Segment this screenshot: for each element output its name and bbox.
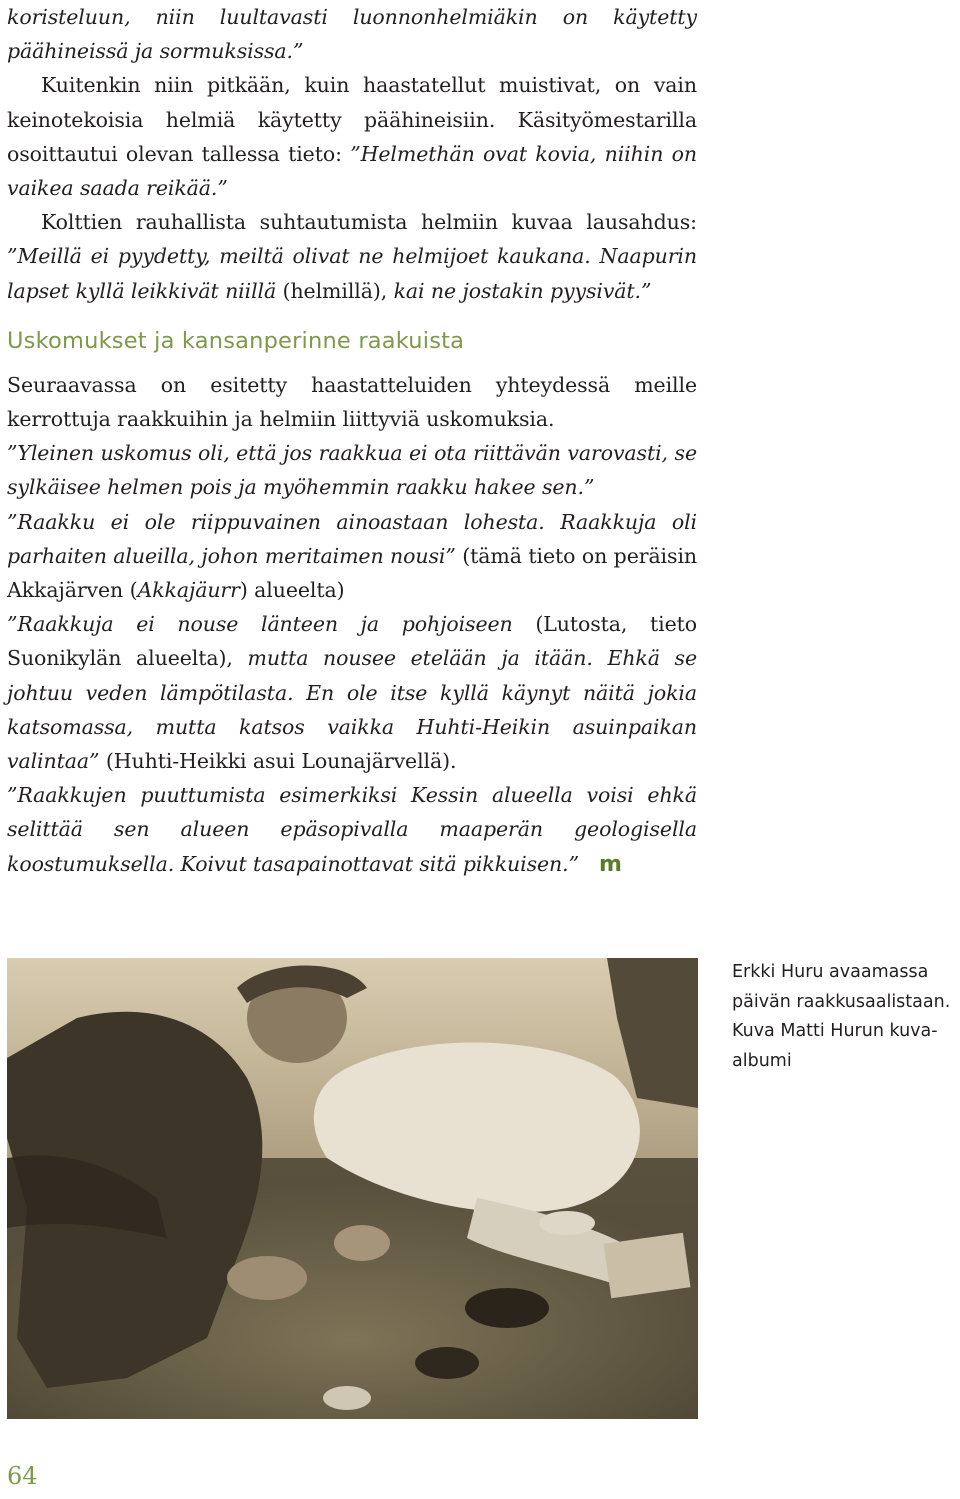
sepia-photograph [7,958,698,1419]
belief-quote-4 [7,778,697,882]
section-intro: Seuraavassa on esitetty haastatteluiden yhteydessä meille kerrottuja raakkuihin ja helmiin liittyviä uskomuksia. [7,372,697,432]
quote-aside: (helmillä), [282,278,388,303]
quote-note: (Huhti-Heikki asui Lounajärvellä). [105,749,457,774]
quote-end: kai ne jostakin pyysivät.” [393,278,652,303]
caption-line: päivän raakkusaalistaan. [732,991,951,1012]
paragraph-text: Kolttien rauhallista suhtautumista helmiin kuvaa lausahdus: [41,210,697,235]
page-number: 64 [7,1462,38,1490]
quote-text-continued: mutta nousee etelään ja itään. Ehkä se johtuu veden lämpötilasta. En ole itse kyllä käynyt näitä jokia katsomassa, mutta katsos vaikka Huhti-Heikin asuinpaikan valintaa” [7,646,698,774]
photo-man-opening-mussels [7,958,698,1419]
section-heading: Uskomukset ja kansanperinne raakuista [7,327,465,354]
quote-source-end: ) alueelta) [239,578,345,603]
paragraph-koltta-attitude [7,205,697,308]
quote-source: (Lutosta, tieto Suonikylän alueelta), [7,612,697,671]
paragraph-artificial-beads [7,68,697,205]
paragraph-continued-quote: koristeluun, niin luultavasti luonnonhelmiäkin on käytetty päähineissä ja sormuksissa.” [7,5,697,64]
quote-far-rivers: ”Meillä ei pyydetty, meiltä olivat ne helmijoet kaukana. Naapurin lapset kyllä leikkivät niillä [7,244,697,303]
quote-text: ”Raakku ei ole riippuvainen ainoastaan lohesta. Raakkuja oli parhaiten alueilla, johon meritaimen nousi” [7,509,697,568]
quote-text: ”Raakkujen puuttumista esimerkiksi Kessin alueella voisi ehkä selittää sen alueen epäsopivalla maaperän geologisella koostumuksella. Koivut tasapainottavat sitä pikkuisen.” [7,783,697,876]
caption-line: Kuva Matti Hurun kuva- [732,1021,938,1041]
belief-quote-2 [7,505,697,608]
end-of-article-icon: m [598,851,622,877]
paragraph-text: Kuitenkin niin pitkään, kuin haastatellut muistivat, on vain keinotekoisia helmiä käytetty päähineisiin. Käsityömestarilla osoittautui olevan tallessa tieto: [7,73,697,166]
belief-quote-3 [7,607,697,778]
quote-source: (tämä tieto on peräisin Akkajärven ( [7,543,697,603]
caption-line: albumi [732,1050,792,1071]
belief-quote-1: ”Yleinen uskomus oli, että jos raakkua ei ota riittävän varovasti, se sylkäisee helmen pois ja myöhemmin raakku hakee sen.” [7,441,697,500]
text-column [7,0,697,882]
quote-text: ”Raakkuja ei nouse länteen ja pohjoiseen [7,612,513,637]
quote-hard-beads: ”Helmethän ovat kovia, niihin on vaikea saada reikää.” [7,141,697,201]
photo-caption [732,958,957,1076]
caption-line: Erkki Huru avaamassa [732,962,929,982]
place-name: Akkajäurr [137,578,240,603]
